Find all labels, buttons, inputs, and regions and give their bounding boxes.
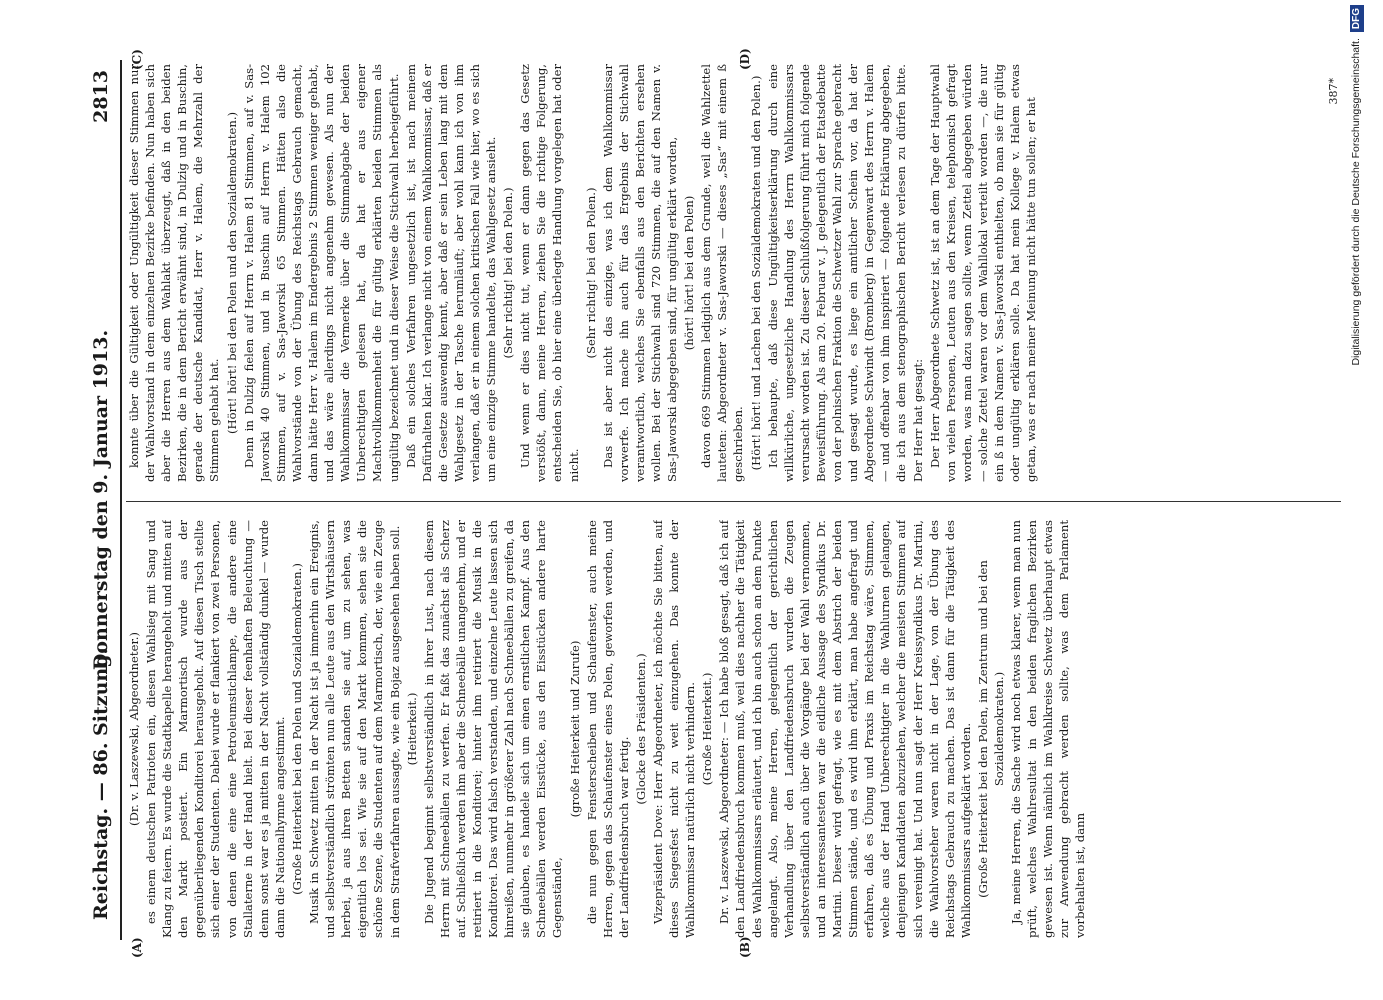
- paragraph: (Sehr richtig! bei den Polen.): [583, 187, 598, 359]
- paragraph: konnte über die Gültigkeit oder Ungültigkeit dieser Stimmen nur der Wahlvorstand in dem einzelnen Bezirke befinden. Nun haben sich aber die Herren aus dem Wahlakt überzeugt, daß in den beiden Bezirken, die in dem Bericht erwähnt sind, in Dulzig und in Buschin, gerade der deutsche Kandidat, Herr v. Halem, die Mehrzahl der Stimmen gehabt hat.: [127, 64, 222, 482]
- paragraph: (Hört! hört! bei den Polen und den Sozialdemokraten.): [224, 111, 239, 435]
- paragraph: Und wenn er dies nicht tut, wenn er dann gegen das Gesetz verstößt, dann, meine Herren, ziehen Sie die richtige Folgerung, entscheiden Sie, ob hier eine überlegte Handlung vorgelegen hat oder nicht.: [518, 64, 581, 482]
- paragraph: (Glocke des Präsidenten.): [633, 653, 648, 805]
- paragraph: (hört! hört! bei den Polen): [682, 195, 697, 351]
- paragraph: Musik in Schwetz mitten in der Nacht ist ja immerhin ein Ereignis, und selbstverständlich strömten nun alle Leute aus den Wirtshäusern herbei, ja aus ihren Betten standen sie auf, um zu sehen, was eigentlich los sei. Wie sie auf den Markt kommen, sehen sie die schöne Szene, die Studenten auf dem Marmortisch, der, wie ein Zeuge in dem Strafverfahren aussagte, wie ein Bojaz ausgesehen haben soll.: [307, 520, 402, 938]
- margin-marker-c: (C): [130, 49, 144, 70]
- column-divider: [126, 501, 1341, 502]
- paragraph: (Dr. v. Laszewski, Abgeordneter.): [127, 632, 141, 826]
- header-date: Donnerstag den 9. Januar 1913.: [90, 329, 112, 671]
- paragraph: Der Herr Abgeordnete Schwetz ist, ist an dem Tage der Hauptwahl von vielen Personen, Leuten aus den Kreisen, telephonisch gefragt worden, was man dazu sagen sollte, wenn Zettel abgegeben würden — solche Zettel waren vor dem Wahllokal verteilt worden —, die nur ein ß in dem Namen v. Sas-Jaworski enthielten, ob man sie für gültig oder ungültig erklären solle. Da hat mein Kollege v. Halem etwas getan, was er nach meiner Meinung nicht hätte tun sollen; er hat: [927, 64, 1039, 482]
- paragraph: Dr. v. Laszewski, Abgeordneter: — Ich habe bloß gesagt, daß ich auf den Landfriedensbruch kommen muß, weil dies nachher die Tätigkeit des Wahlkommissars erläutert, und ich bin auch schon an dem Punkte angelangt. Also, meine Herren, gelegentlich der gerichtlichen Verhandlung über den Landfriedensbruch wurden die Zeugen selbstverständlich auch über die Vorgänge bei der Wahl vernommen, und an interessantesten war die eidliche Aussage des Syndikus Dr. Martini. Dieser wird gefragt, wie es mit dem Abstrich der beiden Stimmen stände, und es wird ihm erklärt, man habe angefragt und erfahren, daß es Übung und Praxis im Reichstag wäre, Stimmen, welche aus der Hand Unberechtigter in die Wahlurnen gelangen, denjenigen Kandidaten abzuziehen, welcher die meisten Stimmen auf sich vereinigt hat. Und nun sagt der Herr Kreissyndikus Dr. Martini, die Wahlvorsteher waren nicht in der Lage, von der Übung des Reichstags Gebrauch zu machen. Das ist dann für die Tätigkeit des Wahlkommissars aufgeklärt worden.: [717, 520, 973, 938]
- paragraph: Daß ein solches Verfahren ungesetzlich ist, ist nach meinem Dafürhalten klar. Ich verlange nicht von einem Wahlkommissar, daß er die Gesetze auswendig kennt, aber daß er sein Leben lang mit dem Wahlgesetz in der Tasche herumläuft; aber wohl kann ich von ihm verlangen, daß er in einem solchen kritischen Fall wie hier, wo es sich um eine einzige Stimme handelte, das Wahlgesetz ansieht.: [403, 64, 499, 482]
- paragraph: (Große Heiterkeit bei den Polen und Sozialdemokraten.): [289, 563, 304, 895]
- paragraph: Ich behaupte, daß diese Ungültigkeitserklärung durch eine willkürliche, ungesetzliche Handlung des Herrn Wahlkommissars verursacht worden ist. Zu dieser Schlußfolgerung führt mich folgende Beweisführung. Als am 20. Februar v. J. gelegentlich der Etatsdebatte von der polnischen Fraktion die Schwetzer Wahl zur Sprache gebracht und gesagt wurde, es liege ein amtlicher Schein vor, da hat der Abgeordnete Schwindt (Bromberg) in Gegenwart des Herrn v. Halem — und offenbar von ihm inspiriert — folgende Erklärung abgegeben, die ich aus dem stenographischen Bericht verlesen zu dürfen bitte. Der Herr hat gesagt:: [765, 64, 925, 482]
- footer-page-marker: 387*: [1327, 78, 1340, 105]
- paragraph: (große Heiterkeit und Zurufe): [567, 640, 582, 818]
- paragraph: Das ist aber nicht das einzige, was ich dem Wahlkommissar vorwerfe. Ich mache ihn auch für das Ergebnis der Stichwahl verantwortlich, welches Sie ebenfalls aus den Berichten ersehen wollen. Bei der Stichwahl sind 720 Stimmen, die auf den Namen v. Sas-Jaworski abgegeben sind, für ungültig erklärt worden,: [600, 64, 680, 482]
- margin-marker-b: (B): [738, 936, 752, 958]
- right-text-column: [126, 64, 1341, 482]
- paragraph: Die Jugend beginnt selbstverständlich in ihrer Lust, nach diesem Herrn mit Schneebällen zu werfen. Er faßt das zunächst als Scherz auf. Schließlich werden ihm aber die Schneebälle unangenehm, und er retiriert in die Konditorei; hinter ihm retiriert die Musik in die Konditorei. Das wird falsch verstanden, und einzelne Leute lassen sich hinreißen, nunmehr in größerer Zahl nach Schneebällen zu greifen, da sie glauben, es handele sich um einen ernstlichen Kampf. Aus den Schneebällen werden Eisstücke, aus den Eisstücken andere harte Gegenstände,: [421, 520, 565, 938]
- paragraph: (Heiterkeit.): [404, 692, 419, 766]
- paragraph: Vizepräsident Dove: Herr Abgeordneter, ich möchte Sie bitten, auf dieses Siegesfest nicht zu weit einzugehen. Das konnte der Wahlkommissar natürlich nicht verhindern.: [651, 520, 698, 938]
- header-rule: [120, 60, 122, 940]
- stamp-text-row: [1349, 5, 1377, 995]
- paragraph: Denn in Dulzig fielen auf Herrn v. Halem 81 Stimmen, auf v. Sas-Jaworski 40 Stimmen, und in Buschin auf Herrn v. Halem 102 Stimmen, auf v. Sas-Jaworski 65 Stimmen. Hätten also die Wahlvorstände von der Übung des Reichstags Gebrauch gemacht, dann hätte Herr v. Halem im Endergebnis 2 Stimmen weniger gehabt, und das wäre allerdings nicht angenehm gewesen. Als nun der Wahlkommissar die Vermerke über die Stimmabgabe der beiden Unberechtigten gelesen hat, da hat er aus eigener Machtvollkommenheit die für gültig erklärten beiden Stimmen als ungültig bezeichnet und in dieser Weise die Stichwahl herbeigeführt.: [241, 64, 401, 482]
- header-page-number: 2813: [90, 70, 112, 123]
- paragraph: (Sehr richtig! bei den Polen.): [501, 187, 516, 359]
- header-left: Reichstag. — 86. Sitzung.: [90, 647, 112, 920]
- digitization-stamp: [1349, 5, 1377, 995]
- paragraph: Ja, meine Herren, die Sache wird noch etwas klarer, wenn man nun prüft, welches Wahlresultat in den beiden fraglichen Bezirken gewesen ist. Wenn nämlich im Wahlkreise Schwetz überhaupt etwas zur Anwendung gebracht werden sollte, was dem Parlament vorbehalten ist, dann: [1009, 520, 1088, 938]
- paragraph: (Hört! hört! und Lachen bei den Sozialdemokraten und den Polen.): [748, 75, 763, 471]
- paragraph: die nun gegen Fensterscheiben und Schaufenster, auch meine Herren, gegen das Schaufenster eines Polen, geworfen werden, und der Landfriedensbruch war fertig.: [584, 520, 631, 938]
- margin-marker-a: (A): [130, 937, 144, 958]
- paragraph: davon 669 Stimmen lediglich aus dem Grunde, weil die Wahlzettel lauteten: Abgeordneter v. Sas-Jaworski — dieses „Sas“ mit einem ß geschrieben.: [699, 64, 746, 482]
- rotated-document-sheet: [86, 48, 1354, 958]
- dfg-logo: DFG: [1350, 5, 1364, 32]
- paragraph: es einem deutschen Patrioten ein, diesen Wahlsieg mit Sang und Klang zu feiern. Es wurde die Stadtkapelle herangeholt und mitten auf den Markt postiert. Ein Marmortisch wurde aus der gegenüberliegenden Konditorei herausgeholt. Auf diesen Tisch stellte sich einer der Studenten. Dabei wurde er flankiert von zwei Personen, von denen die eine eine Petroleumstichlampe, die andere eine Stallaterne in der Hand hielt. Bei dieser feenhaften Beleuchtung — denn sonst war es ja mitten in der Nacht vollständig dunkel — wurde dann die Nationalhymne angestimmt.: [144, 520, 287, 938]
- paragraph: (Große Heiterkeit.): [700, 672, 715, 786]
- page-header: [86, 60, 120, 940]
- paragraph: (Große Heiterkeit bei den Polen, im Zentrum und bei den Sozialdemokraten.): [975, 560, 1006, 898]
- stamp-text: Digitalisierung gefördert durch die Deutsche Forschungsgemeinschaft.: [1350, 38, 1362, 366]
- margin-marker-d: (D): [738, 48, 752, 70]
- left-text-column: [126, 520, 1341, 938]
